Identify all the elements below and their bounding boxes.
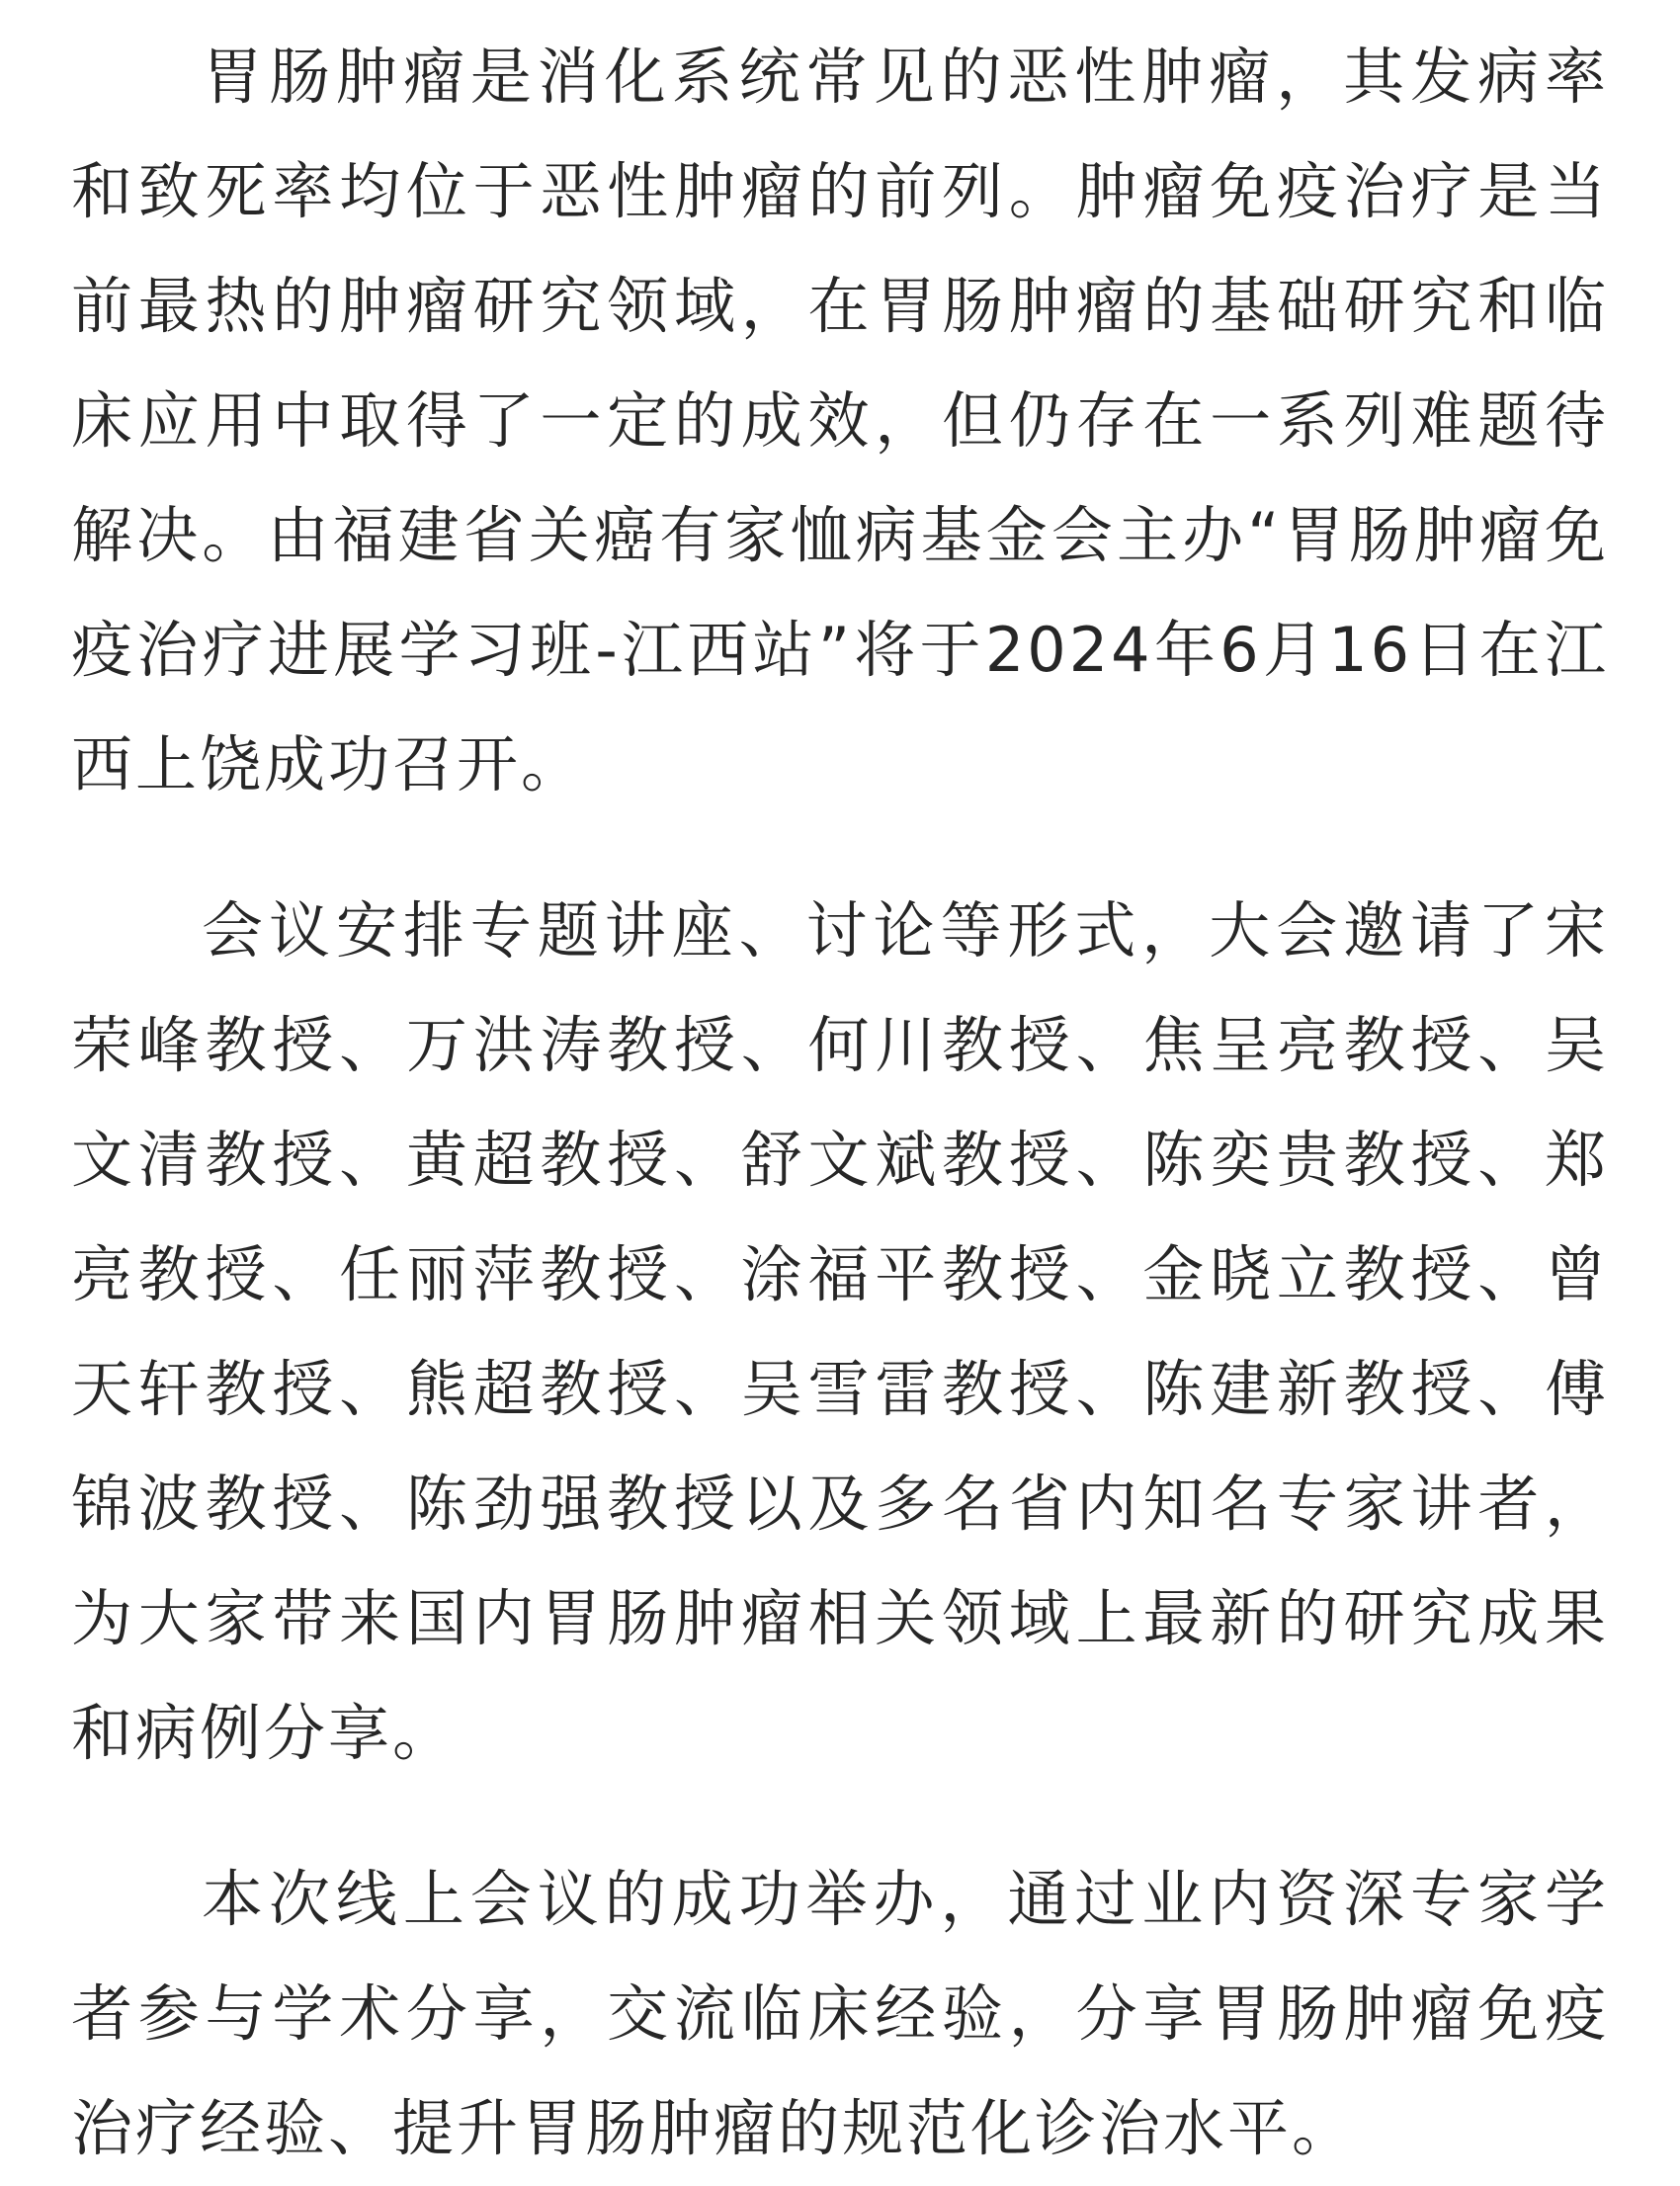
paragraph-intro: 胃肠肿瘤是消化系统常见的恶性肿瘤，其发病率和致死率均位于恶性肿瘤的前列。肿瘤免疫治疗是当前最热的肿瘤研究领域，在胃肠肿瘤的基础研究和临床应用中取得了一定的成效，但仍存在一系列难题待解决。由福建省关癌有家恤病基金会主办“胃肠肿瘤免疫治疗进展学习班-江西站”将于2024年6月16日在江西上饶成功召开。 xyxy=(71,41,1609,800)
paragraph-speakers: 会议安排专题讲座、讨论等形式，大会邀请了宋荣峰教授、万洪涛教授、何川教授、焦呈亮教授、吴文清教授、黄超教授、舒文斌教授、陈奕贵教授、郑亮教授、任丽萍教授、涂福平教授、金晓立教授、曾天轩教授、熊超教授、吴雪雷教授、陈建新教授、傅锦波教授、陈劲强教授以及多名省内知名专家讲者，为大家带来国内胃肠肿瘤相关领域上最新的研究成果和病例分享。 xyxy=(71,894,1609,1769)
paragraph-summary: 本次线上会议的成功举办，通过业内资深专家学者参与学术分享，交流临床经验，分享胃肠肿瘤免疫治疗经验、提升胃肠肿瘤的规范化诊治水平。 xyxy=(71,1863,1609,2164)
